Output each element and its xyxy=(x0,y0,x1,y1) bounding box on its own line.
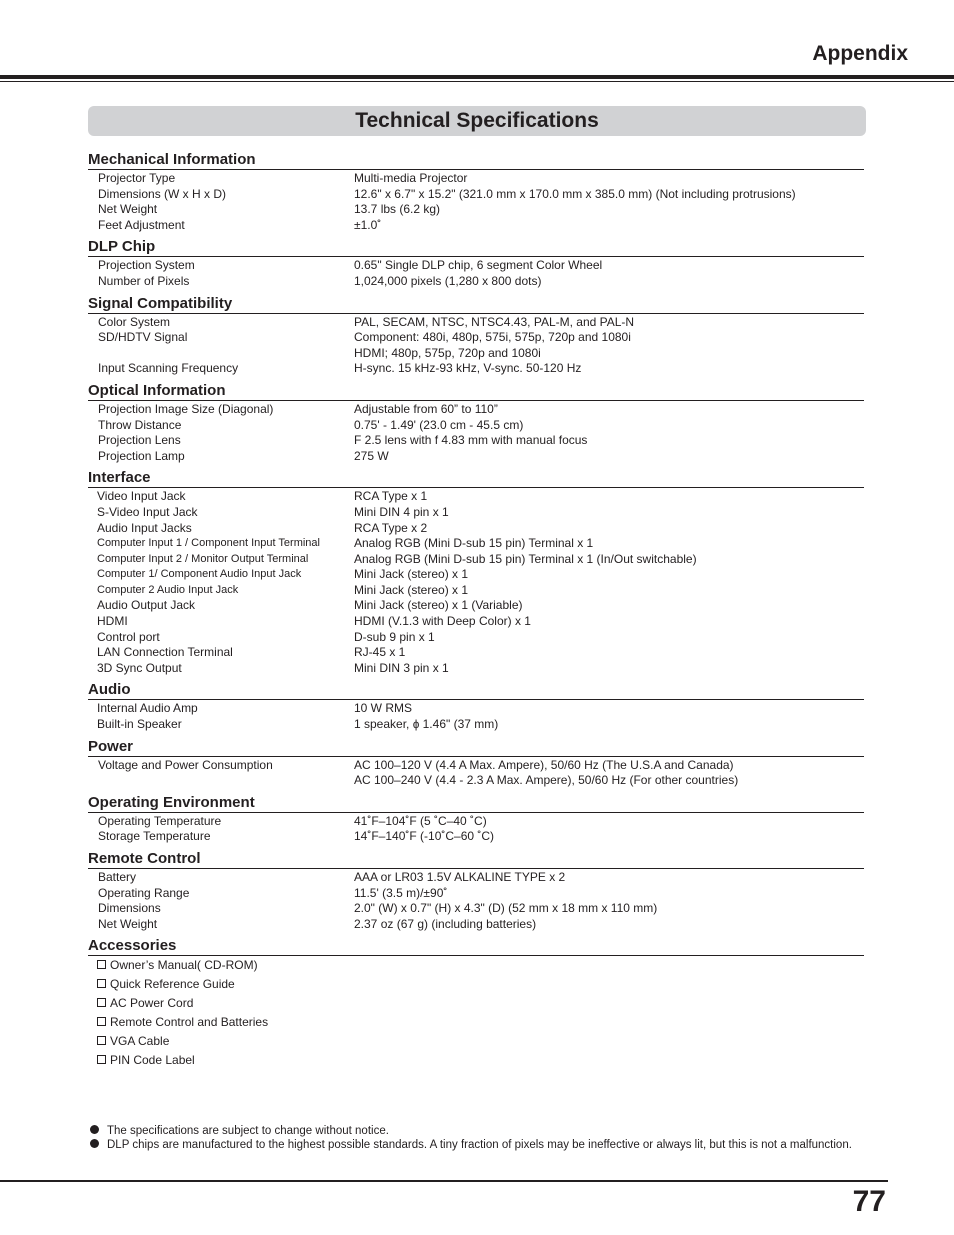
note-text: The specifications are subject to change without notice. xyxy=(107,1125,389,1137)
spec-row xyxy=(88,218,864,234)
spec-row xyxy=(88,330,864,361)
spec-label: Feet Adjustment xyxy=(98,217,185,232)
spec-label: 3D Sync Output xyxy=(97,660,182,675)
spec-value-line: Mini Jack (stereo) x 1 xyxy=(354,567,469,582)
spec-value-line: AAA or LR03 1.5V ALKALINE TYPE x 2 xyxy=(354,870,566,884)
spec-value xyxy=(344,829,864,845)
spec-value xyxy=(344,886,864,902)
spec-value-line: 10 W RMS xyxy=(354,701,413,716)
spec-value-line: 0.75' - 1.49' (23.0 cm - 45.5 cm) xyxy=(354,417,524,432)
spec-table xyxy=(88,401,864,464)
spec-value xyxy=(344,171,864,187)
checkbox-square-icon xyxy=(97,1036,106,1045)
spec-label: Built-in Speaker xyxy=(97,717,182,732)
section-title: Operating Environment xyxy=(88,793,864,813)
spec-value xyxy=(344,630,864,646)
spec-value xyxy=(344,758,864,789)
section-title: Accessories xyxy=(88,936,864,956)
spec-value xyxy=(344,187,864,203)
spec-table xyxy=(88,170,864,233)
list-item xyxy=(88,1032,864,1051)
header-rule xyxy=(0,75,954,79)
bullet-icon xyxy=(88,1124,107,1138)
spec-label: Projection Lamp xyxy=(98,448,185,463)
spec-value xyxy=(344,814,864,830)
spec-value-line: 0.65" Single DLP chip, 6 segment Color Wheel xyxy=(354,258,603,273)
checkbox-square-icon xyxy=(97,979,106,988)
spec-label: Input Scanning Frequency xyxy=(98,361,239,376)
spec-row xyxy=(88,536,864,552)
spec-value-line: D-sub 9 pin x 1 xyxy=(354,629,435,644)
spec-label: Operating Range xyxy=(98,885,190,900)
spec-value-line: 13.7 lbs (6.2 kg) xyxy=(354,202,441,217)
spec-label: SD/HDTV Signal xyxy=(98,330,188,345)
spec-label: Video Input Jack xyxy=(97,489,186,504)
spec-row xyxy=(88,661,864,677)
section-title: Mechanical Information xyxy=(88,150,864,170)
spec-row xyxy=(88,361,864,377)
spec-value-line: 14˚F–140˚F (-10˚C–60 ˚C) xyxy=(354,829,495,844)
section-title: Signal Compatibility xyxy=(88,294,864,314)
spec-row xyxy=(88,630,864,646)
spec-value xyxy=(344,505,864,521)
accessory-label: Quick Reference Guide xyxy=(110,977,235,992)
spec-row xyxy=(88,489,864,505)
spec-table xyxy=(88,869,864,932)
spec-value-line: AC 100–240 V (4.4 - 2.3 A Max. Ampere), 50/60 Hz (For other countries) xyxy=(354,773,739,788)
spec-value xyxy=(344,449,864,465)
spec-value xyxy=(344,901,864,917)
note xyxy=(88,1138,858,1152)
section-title: Power xyxy=(88,737,864,757)
spec-row xyxy=(88,598,864,614)
spec-label: Audio Output Jack xyxy=(97,598,196,613)
spec-value xyxy=(344,717,864,733)
spec-row xyxy=(88,258,864,274)
spec-table xyxy=(88,314,864,377)
spec-table xyxy=(88,488,864,676)
spec-row xyxy=(88,886,864,902)
spec-row xyxy=(88,583,864,599)
checkbox-square-icon xyxy=(97,1055,106,1064)
spec-label: Projection System xyxy=(98,258,195,273)
spec-label: Net Weight xyxy=(98,916,158,931)
spec-value xyxy=(344,614,864,630)
spec-value-line: Component: 480i, 480p, 575i, 575p, 720p and 1080i xyxy=(354,330,631,345)
spec-value-line: 1,024,000 pixels (1,280 x 800 dots) xyxy=(354,273,542,288)
spec-label: Projection Lens xyxy=(98,433,181,448)
spec-value xyxy=(344,330,864,361)
spec-value xyxy=(344,489,864,505)
spec-value-line: RJ-45 x 1 xyxy=(354,645,406,660)
spec-value xyxy=(344,661,864,677)
accessory-label: Owner’s Manual( CD-ROM) xyxy=(110,958,258,973)
spec-value xyxy=(344,361,864,377)
spec-row xyxy=(88,552,864,568)
spec-table xyxy=(88,757,864,789)
spec-value xyxy=(344,552,864,568)
list-item xyxy=(88,994,864,1013)
spec-value-line: 11.5' (3.5 m)/±90˚ xyxy=(354,885,448,900)
spec-label: Audio Input Jacks xyxy=(97,520,192,535)
spec-value xyxy=(344,418,864,434)
spec-row xyxy=(88,567,864,583)
spec-row xyxy=(88,645,864,661)
accessory-label: VGA Cable xyxy=(110,1034,170,1049)
checkbox-square-icon xyxy=(97,960,106,969)
spec-row xyxy=(88,614,864,630)
spec-row xyxy=(88,402,864,418)
spec-label: Computer 1/ Component Audio Input Jack xyxy=(97,568,302,581)
spec-value-line: Analog RGB (Mini D-sub 15 pin) Terminal x 1 (In/Out switchable) xyxy=(354,551,697,566)
spec-row xyxy=(88,901,864,917)
spec-row xyxy=(88,758,864,789)
spec-row xyxy=(88,829,864,845)
spec-value xyxy=(344,583,864,599)
spec-label: Projector Type xyxy=(98,171,176,185)
spec-label: LAN Connection Terminal xyxy=(97,645,233,660)
page-title: Technical Specifications xyxy=(88,106,866,136)
spec-row xyxy=(88,870,864,886)
spec-row xyxy=(88,917,864,933)
spec-label: Throw Distance xyxy=(98,417,182,432)
spec-label: Internal Audio Amp xyxy=(97,701,198,716)
spec-row xyxy=(88,418,864,434)
spec-table xyxy=(88,700,864,732)
spec-value-line: ±1.0˚ xyxy=(354,217,382,232)
accessory-label: AC Power Cord xyxy=(110,996,194,1011)
spec-value xyxy=(344,870,864,886)
section-label: Appendix xyxy=(812,42,908,65)
spec-value xyxy=(344,567,864,583)
spec-label: Voltage and Power Consumption xyxy=(98,757,273,772)
spec-value-line: 2.37 oz (67 g) (including batteries) xyxy=(354,916,537,931)
spec-value xyxy=(344,258,864,274)
spec-value-line: Mini DIN 3 pin x 1 xyxy=(354,660,449,675)
spec-value-line: HDMI; 480p, 575p, 720p and 1080i xyxy=(354,345,541,360)
spec-value-line: HDMI (V.1.3 with Deep Color) x 1 xyxy=(354,614,531,629)
spec-label: Number of Pixels xyxy=(98,273,190,288)
accessory-label: PIN Code Label xyxy=(110,1053,195,1068)
spec-row xyxy=(88,449,864,465)
spec-row xyxy=(88,433,864,449)
spec-value xyxy=(344,598,864,614)
spec-label: S-Video Input Jack xyxy=(97,504,198,519)
spec-value-line: Mini DIN 4 pin x 1 xyxy=(354,504,449,519)
spec-value-line: 12.6" x 6.7" x 15.2" (321.0 mm x 170.0 mm x 385.0 mm) (Not including protrusions) xyxy=(354,186,796,201)
spec-value xyxy=(344,917,864,933)
spec-label: Computer Input 1 / Component Input Terminal xyxy=(97,537,320,550)
spec-label: Storage Temperature xyxy=(98,829,211,844)
bullet-icon xyxy=(88,1138,107,1152)
spec-row xyxy=(88,171,864,187)
spec-value-line: 41˚F–104˚F (5 ˚C–40 ˚C) xyxy=(354,813,487,828)
section-title: DLP Chip xyxy=(88,237,864,257)
spec-row xyxy=(88,717,864,733)
spec-value-line: 2.0" (W) x 0.7" (H) x 4.3" (D) (52 mm x 18 mm x 110 mm) xyxy=(354,901,658,916)
spec-label: Dimensions (W x H x D) xyxy=(98,186,227,201)
section-title: Interface xyxy=(88,468,864,488)
spec-value-line: RCA Type x 1 xyxy=(354,489,428,504)
spec-value-line: Analog RGB (Mini D-sub 15 pin) Terminal x 1 xyxy=(354,536,594,551)
spec-label: Battery xyxy=(98,870,137,884)
note-text: DLP chips are manufactured to the highest possible standards. A tiny fraction of pixels may be ineffective or always lit, but this is not a malfunction. xyxy=(107,1139,852,1151)
spec-value xyxy=(344,218,864,234)
spec-value xyxy=(344,315,864,331)
spec-row xyxy=(88,187,864,203)
spec-label: Color System xyxy=(98,314,171,329)
list-item xyxy=(88,1051,864,1070)
spec-row xyxy=(88,814,864,830)
spec-value xyxy=(344,521,864,537)
spec-label: Dimensions xyxy=(98,901,161,916)
spec-value xyxy=(344,645,864,661)
spec-value xyxy=(344,202,864,218)
spec-value-line: H-sync. 15 kHz-93 kHz, V-sync. 50-120 Hz xyxy=(354,361,582,376)
spec-value xyxy=(344,701,864,717)
spec-label: Net Weight xyxy=(98,202,158,217)
accessory-label: Remote Control and Batteries xyxy=(110,1015,269,1030)
section-title: Audio xyxy=(88,680,864,700)
list-item xyxy=(88,1013,864,1032)
spec-content xyxy=(88,150,864,1070)
spec-value-line: 1 speaker, ɸ 1.46" (37 mm) xyxy=(354,717,499,732)
spec-row xyxy=(88,315,864,331)
spec-value-line: F 2.5 lens with f 4.83 mm with manual focus xyxy=(354,433,588,448)
spec-value-line: Mini Jack (stereo) x 1 (Variable) xyxy=(354,598,523,613)
list-item xyxy=(88,956,864,975)
spec-value-line: Multi-media Projector xyxy=(354,171,468,185)
checkbox-square-icon xyxy=(97,1017,106,1026)
notes xyxy=(88,1124,858,1152)
checkbox-square-icon xyxy=(97,998,106,1007)
spec-label: Computer Input 2 / Monitor Output Terminal xyxy=(97,552,309,565)
section-title: Remote Control xyxy=(88,849,864,869)
spec-value-line: AC 100–120 V (4.4 A Max. Ampere), 50/60 Hz (The U.S.A and Canada) xyxy=(354,757,734,772)
header-rule-thin xyxy=(0,81,954,82)
page-number: 77 xyxy=(852,1185,886,1218)
spec-row xyxy=(88,274,864,290)
spec-row xyxy=(88,701,864,717)
note xyxy=(88,1124,858,1138)
spec-value xyxy=(344,536,864,552)
spec-row xyxy=(88,521,864,537)
spec-table xyxy=(88,257,864,289)
spec-table xyxy=(88,813,864,845)
spec-value-line: RCA Type x 2 xyxy=(354,520,428,535)
accessories-list xyxy=(88,956,864,1070)
list-item xyxy=(88,975,864,994)
spec-value-line: 275 W xyxy=(354,448,389,463)
spec-value-line: Adjustable from 60” to 110” xyxy=(354,401,498,416)
spec-label: Projection Image Size (Diagonal) xyxy=(98,401,274,416)
spec-value xyxy=(344,274,864,290)
spec-row xyxy=(88,505,864,521)
footer-rule xyxy=(0,1180,888,1182)
section-title: Optical Information xyxy=(88,381,864,401)
spec-value-line: PAL, SECAM, NTSC, NTSC4.43, PAL-M, and PAL-N xyxy=(354,314,635,329)
spec-label: HDMI xyxy=(97,614,128,629)
spec-label: Computer 2 Audio Input Jack xyxy=(97,583,239,596)
spec-row xyxy=(88,202,864,218)
spec-label: Operating Temperature xyxy=(98,813,222,828)
spec-value-line: Mini Jack (stereo) x 1 xyxy=(354,582,469,597)
spec-value xyxy=(344,402,864,418)
spec-label: Control port xyxy=(97,629,160,644)
spec-value xyxy=(344,433,864,449)
